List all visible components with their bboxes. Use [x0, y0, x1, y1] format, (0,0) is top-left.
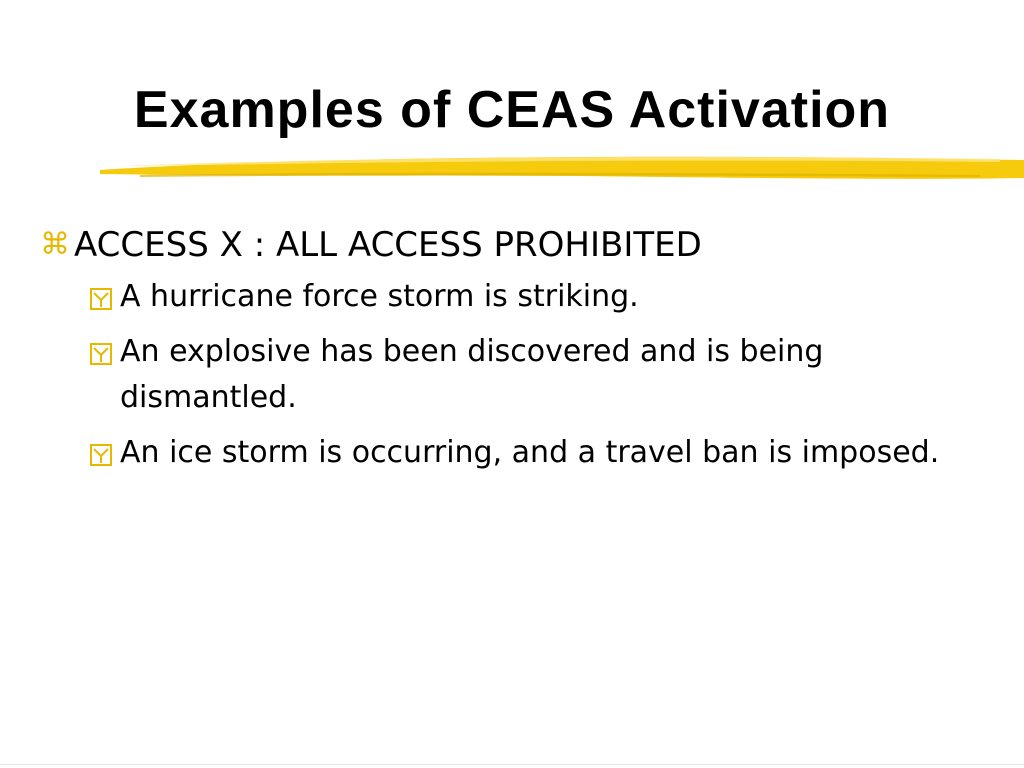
y-box-bullet-icon — [90, 288, 112, 310]
bullet-list — [36, 222, 996, 476]
sub-bullet-text: An explosive has been discovered and is being dismantled. — [120, 334, 824, 415]
list-item — [36, 222, 996, 268]
z-bullet-icon: ⌘ — [40, 227, 70, 262]
slide-title: Examples of CEAS Activation — [133, 81, 891, 139]
sub-bullet-text: A hurricane force storm is striking. — [120, 279, 639, 314]
sub-bullet-text: An ice storm is occurring, and a travel ban is imposed. — [120, 435, 940, 470]
bullet-text: ACCESS X : ALL ACCESS PROHIBITED — [74, 225, 702, 265]
bottom-divider — [0, 764, 1024, 765]
sub-list-item — [90, 329, 950, 421]
sub-list-item — [90, 274, 950, 320]
y-box-bullet-icon — [90, 343, 112, 365]
yellow-brush-underline — [100, 148, 1024, 188]
y-box-bullet-icon — [90, 444, 112, 466]
sub-list-item — [90, 430, 950, 476]
